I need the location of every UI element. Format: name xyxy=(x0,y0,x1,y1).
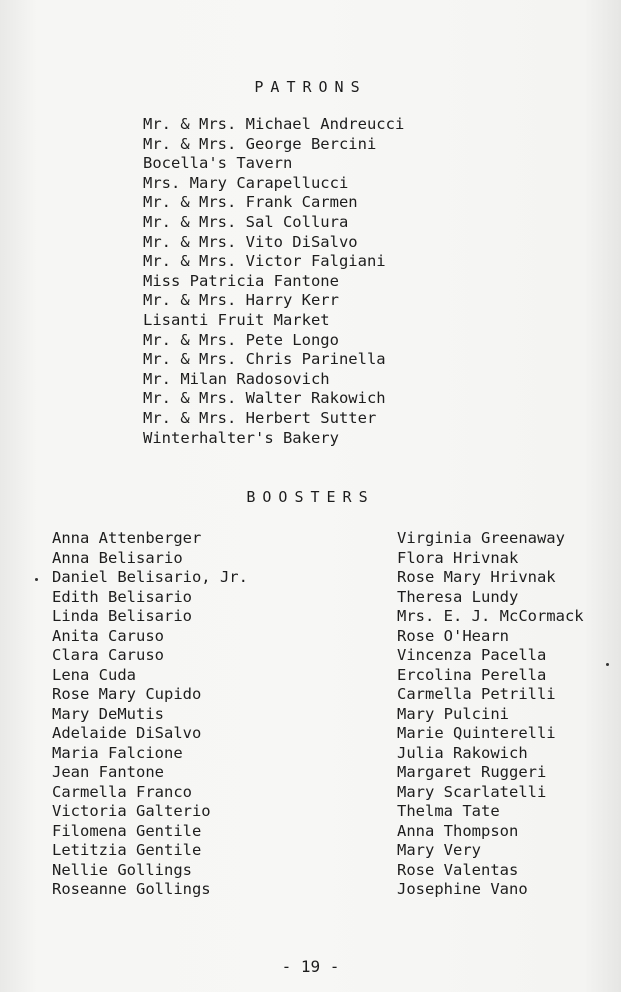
patron-name: Mr. & Mrs. Sal Collura xyxy=(143,212,349,231)
booster-name: Maria Falcione xyxy=(52,743,183,762)
booster-name: Letitzia Gentile xyxy=(52,841,202,859)
boosters-left-column xyxy=(52,529,248,900)
booster-name: Virginia Greenaway xyxy=(397,529,565,547)
booster-name: Lena Cuda xyxy=(52,665,136,684)
patron-name: Lisanti Fruit Market xyxy=(143,310,330,329)
booster-name: Linda Belisario xyxy=(52,607,192,625)
patron-name: Mr. & Mrs. Pete Longo xyxy=(143,330,339,349)
page-number: - 19 - xyxy=(281,957,340,976)
ink-speck xyxy=(606,663,609,666)
booster-name: Rose O'Hearn xyxy=(397,626,509,645)
booster-name: Ercolina Perella xyxy=(397,665,547,684)
patron-name: Mr. & Mrs. Walter Rakowich xyxy=(143,389,386,408)
booster-name: Adelaide DiSalvo xyxy=(52,724,202,742)
booster-name: Victoria Galterio xyxy=(52,802,211,820)
booster-name: Julia Rakowich xyxy=(397,743,528,762)
booster-name: Carmella Franco xyxy=(52,782,192,801)
patron-name: Mr. & Mrs. Harry Kerr xyxy=(143,291,339,310)
booster-name: Jean Fantone xyxy=(52,763,164,781)
patron-name: Bocella's Tavern xyxy=(143,154,293,173)
patron-name: Mrs. Mary Carapellucci xyxy=(143,173,349,192)
booster-name: Rose Mary Hrivnak xyxy=(397,568,556,586)
booster-name: Edith Belisario xyxy=(52,587,192,606)
booster-name: Mary DeMutis xyxy=(52,704,164,723)
patron-name: Mr. & Mrs. Vito DiSalvo xyxy=(143,232,358,251)
patron-name: Mr. & Mrs. Frank Carmen xyxy=(143,193,358,212)
ink-speck xyxy=(35,578,38,581)
patron-name: Mr. & Mrs. Chris Parinella xyxy=(143,350,386,369)
booster-name: Marie Quinterelli xyxy=(397,724,556,742)
patrons-list xyxy=(143,115,404,448)
patron-name: Winterhalter's Bakery xyxy=(143,428,339,447)
booster-name: Filomena Gentile xyxy=(52,821,202,840)
booster-name: Mary Very xyxy=(397,841,481,859)
booster-name: Daniel Belisario, Jr. xyxy=(52,568,248,586)
booster-name: Nellie Gollings xyxy=(52,860,192,879)
booster-name: Roseanne Gollings xyxy=(52,880,211,898)
booster-name: Rose Valentas xyxy=(397,860,519,879)
booster-name: Rose Mary Cupido xyxy=(52,685,202,703)
booster-name: Clara Caruso xyxy=(52,646,164,664)
booster-name: Vincenza Pacella xyxy=(397,646,547,664)
boosters-right-column xyxy=(397,529,584,900)
patron-name: Mr. & Mrs. Michael Andreucci xyxy=(143,115,405,133)
patron-name: Mr. & Mrs. Victor Falgiani xyxy=(143,252,386,271)
patron-name: Mr. & Mrs. George Bercini xyxy=(143,134,377,153)
booster-name: Mary Pulcini xyxy=(397,704,509,723)
patrons-heading: PATRONS xyxy=(254,78,367,96)
patron-name: Miss Patricia Fantone xyxy=(143,271,339,290)
booster-name: Anna Attenberger xyxy=(52,529,202,547)
booster-name: Josephine Vano xyxy=(397,880,528,898)
booster-name: Anna Thompson xyxy=(397,821,519,840)
booster-name: Anita Caruso xyxy=(52,626,164,645)
booster-name: Mrs. E. J. McCormack xyxy=(397,607,584,625)
booster-name: Margaret Ruggeri xyxy=(397,763,547,781)
booster-name: Thelma Tate xyxy=(397,802,500,820)
booster-name: Carmella Petrilli xyxy=(397,685,556,703)
patron-name: Mr. Milan Radosovich xyxy=(143,369,330,388)
boosters-heading: BOOSTERS xyxy=(246,488,375,506)
patron-name: Mr. & Mrs. Herbert Sutter xyxy=(143,408,377,427)
booster-name: Theresa Lundy xyxy=(397,587,519,606)
booster-name: Flora Hrivnak xyxy=(397,548,519,567)
booster-name: Anna Belisario xyxy=(52,548,183,567)
booster-name: Mary Scarlatelli xyxy=(397,782,547,801)
